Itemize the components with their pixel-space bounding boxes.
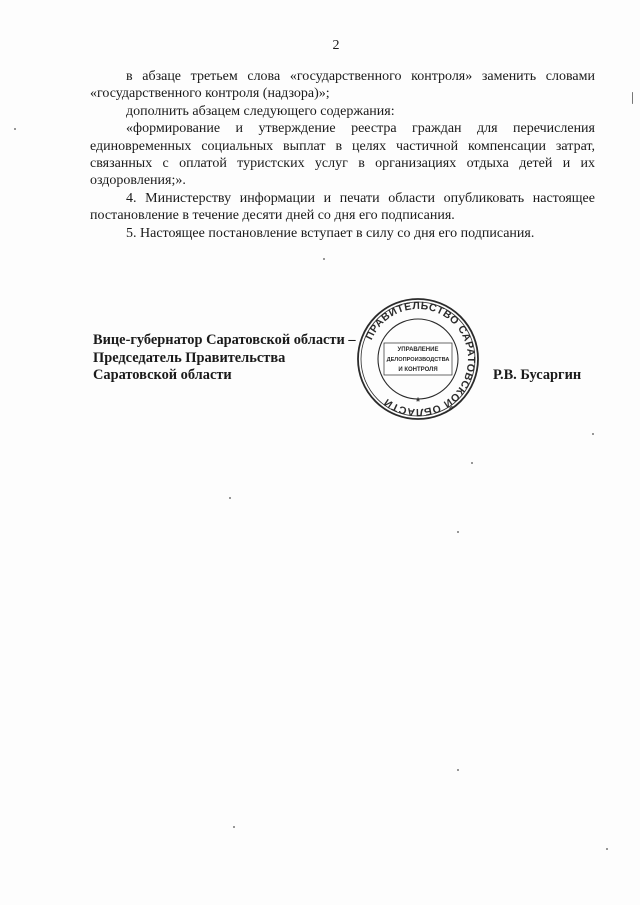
seal-inner-line-2: ДЕЛОПРОИЗВОДСТВА bbox=[386, 357, 450, 363]
signature-title-line-2: Председатель Правительства bbox=[93, 349, 286, 366]
paragraph-2: дополнить абзацем следующего содержания: bbox=[126, 103, 395, 119]
signature-title-line-1: Вице-губернатор Саратовской области – bbox=[93, 332, 356, 348]
paragraph-5: 5. Настоящее постановление вступает в силу со дня его подписания. bbox=[126, 225, 535, 241]
seal-outer-text: ПРАВИТЕЛЬСТВО САРАТОВСКОЙ ОБЛАСТИ bbox=[363, 299, 478, 419]
paragraph-1: в абзаце третьем слова «государственного контроля» заменить словами «государственного контроля (надзора)»; bbox=[90, 69, 595, 102]
scan-artifact bbox=[14, 128, 16, 130]
official-seal-stamp bbox=[356, 297, 480, 421]
scan-artifact bbox=[632, 92, 633, 104]
scan-artifact bbox=[606, 848, 608, 850]
scan-artifact bbox=[592, 433, 594, 435]
seal-inner-line-3: И КОНТРОЛЯ bbox=[398, 367, 438, 373]
paragraph-4: 4. Министерству информации и печати области опубликовать настоящее постановление в течение десяти дней со дня его подписания. bbox=[90, 190, 595, 224]
signer-name: Р.В. Бусаргин bbox=[493, 367, 582, 383]
signature-title-block bbox=[93, 332, 356, 385]
scan-artifact bbox=[229, 497, 231, 499]
scan-artifact bbox=[323, 258, 325, 260]
signature-title-line-3: Саратовской области bbox=[93, 367, 232, 383]
seal-star: * bbox=[415, 396, 421, 408]
document-body bbox=[90, 68, 595, 242]
scan-artifact bbox=[457, 769, 459, 771]
scan-artifact bbox=[233, 826, 235, 828]
paragraph-3: «формирование и утверждение реестра граждан для перечисления единовременных социальных выплат в целях частичной компенсации затрат, связанных с оплатой туристских услуг в организациях отдыха детей и их оздоровления;». bbox=[90, 121, 595, 189]
page-number: 2 bbox=[332, 38, 340, 53]
seal-inner-line-1: УПРАВЛЕНИЕ bbox=[397, 347, 439, 353]
scan-artifact bbox=[471, 462, 473, 464]
scan-artifact bbox=[457, 531, 459, 533]
